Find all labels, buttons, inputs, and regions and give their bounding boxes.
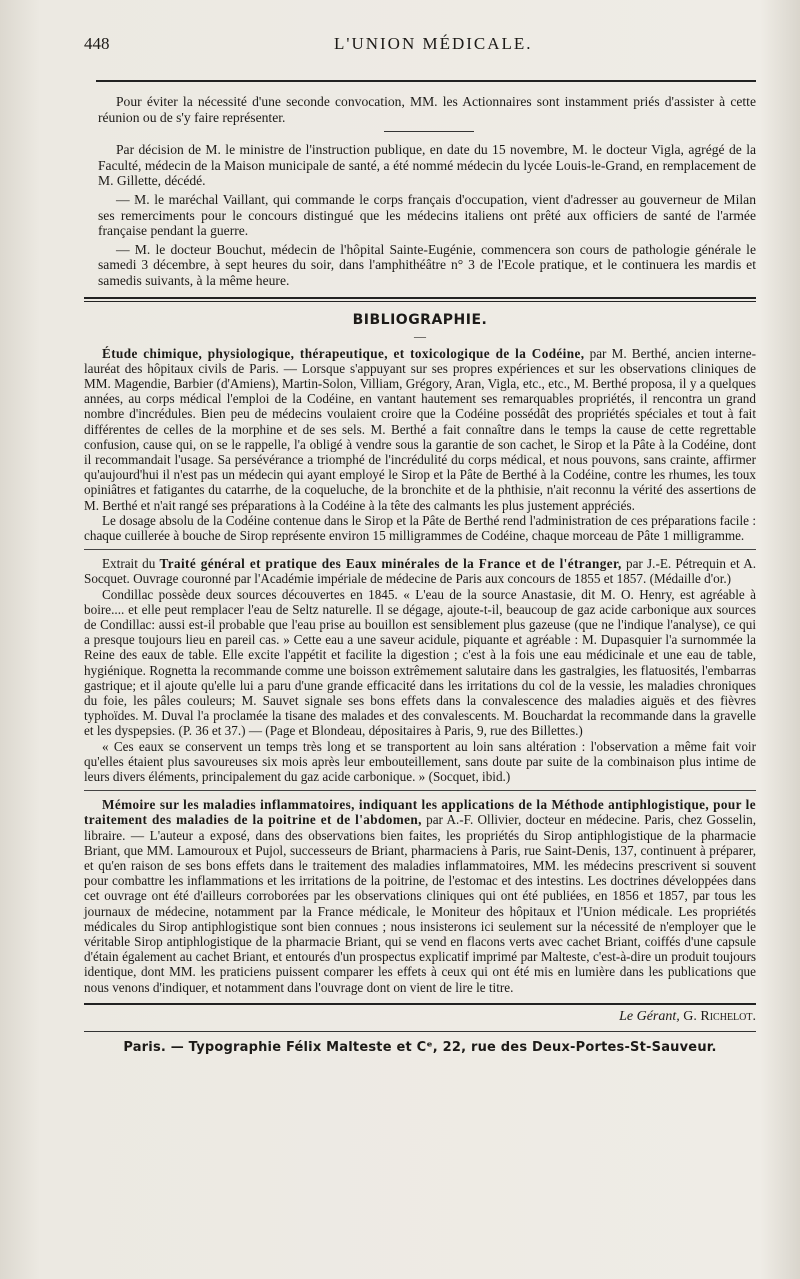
printer-imprint: Paris. — Typographie Félix Malteste et Cᵉ, 22, rue des Deux-Portes-St-Sauveur. <box>123 1039 717 1055</box>
entry-paragraph <box>84 797 756 995</box>
signature <box>84 1009 756 1025</box>
section-rule <box>84 297 756 299</box>
page-header <box>84 34 756 70</box>
signature-label: Le Gérant, <box>619 1008 680 1024</box>
footer-rule <box>84 1031 756 1032</box>
entry-heading: Traité général et pratique des Eaux minérales de la France et de l'étranger, <box>159 556 622 572</box>
entry-paragraph: Condillac possède deux sources découvertes en 1845. « L'eau de la source Anastasie, dit M. O. Henry, est agréable à boire.... et elle peut remplacer l'eau de Seltz naturelle. Il se dégage, ajoute-t-il, beaucoup de gaz acide carbonique aux sources de Condillac: aussi est-il probable que l'eau prise au bouillon est sensiblement plus gazeuse (que ne l'indique l'analyse), ce qui a presque toujours lieu en pareil cas. » Cette eau a une saveur acidule, piquante et agréable : M. Dupasquier l'a surnommée la Reine des eaux de table. Elle excite l'appétit et facilite la digestion ; c'est à la fois une eau médicinale et une eau de table, hygiénique. Rognetta la recommande comme une boisson extrêmement salutaire dans les gastralgies, les flatuosités, l'embarras gastrique; et il ajoute qu'elle lui a paru d'une grande efficacité dans les irritations du col de la vessie, les maladies chroniques du foie, les pâles couleurs; M. Sauvet signale ses bons effets dans la convalescence des maladies aiguës et des fièvres typhoïdes. M. Duval l'a proclamée la tisane des malades et des convalescents. M. Bouchardat la recommande dans la gravelle et les dyspepsies. (P. 36 et 37.) — (Page et Blondeau, dépositaires à Paris, 9, rue des Billettes.) <box>84 586 756 739</box>
bibliography-section <box>84 312 756 995</box>
section-rule <box>84 301 756 302</box>
bibliography-entry <box>84 797 756 995</box>
entry-body: par A.-F. Ollivier, docteur en médecine. Paris, chez Gosselin, libraire. — L'auteur a exposé, dans des observations bien faites, les propriétés du Sirop antiphlogistique de la pharmacie Briant, que MM. Lamouroux et Pujol, successeurs de Briant, pharmaciens à Paris, rue Saint-Denis, 137, continuent à préparer, et qu'en raison de ses bons effets dans le traitement des maladies inflammatoires, MM. les médecins prescrivent si souvent pour combattre les inflammations et les irritations de la poitrine, de l'estomac et des intestins. Les doctrines développées dans cet ouvrage ont été d'ailleurs corroborées par les observations cliniques qui ont été publiées, en 1856 et 1857, par tous les journaux de médecine, notamment par la France médicale, le Moniteur des hôpitaux et l'Union médicale. Les propriétés médicales du Sirop antiphlogistique sont bien connues ; nous insisterons ici seulement sur la nécessité de n'employer que le véritable Sirop antiphlogistique de la pharmacie Briant, qui se vend en flacons verts avec cachet Briant, coiffés d'une capsule d'étain également au cachet Briant, et entourés d'un prospectus explicatif imprimé par Malteste, c'est-à-dire un produit toujours identique, dont MM. les praticiens puissent comparer les effets à ceux qui ont été mis en lumière dans les publications que nous venons d'indiquer, et notamment dans l'ouvrage dont on vient de lire le titre. <box>84 812 757 995</box>
page-number: 448 <box>84 34 110 53</box>
signature-name: G. Richelot. <box>683 1008 756 1024</box>
bibliography-entry <box>84 556 756 784</box>
section-title: BIBLIOGRAPHIE. <box>352 311 488 328</box>
header-rule <box>96 80 756 82</box>
entry-paragraph: Le dosage absolu de la Codéine contenue dans le Sirop et la Pâte de Berthé rend l'administration de ces préparations facile : chaque cuillerée à bouche de Sirop représente environ 15 milligrammes de Codéine, chaque morceau de Pâte 1 milligramme. <box>84 512 756 543</box>
entry-heading: Mémoire sur les maladies inflammatoires, indiquant les applications de la Méthode antiphlogistique, pour le traitement des maladies de la poitrine et de l'abdomen, <box>84 797 756 828</box>
title-dash: — <box>414 328 426 343</box>
bleed-through <box>60 120 760 136</box>
footer-rule <box>84 1003 756 1005</box>
news-item: — M. le docteur Bouchut, médecin de l'hôpital Sainte-Eugénie, commencera son cours de pathologie générale le samedi 3 décembre, à sept heures du soir, dans l'amphithéâtre n° 3 de l'Ecole pratique, et le continuera les mardis et samedis suivants, à la même heure. <box>98 241 756 288</box>
shareholders-notice: Pour éviter la nécessité d'une seconde convocation, MM. les Actionnaires sont instamment priés d'assister à cette réunion ou de s'y faire représenter. <box>98 94 756 125</box>
news-item: — M. le maréchal Vaillant, qui commande le corps français d'occupation, vient d'adresser au gouverneur de Milan ses remerciments pour le concours distingué que les médecins italiens ont prêté aux officiers de santé de l'armée française pendant la guerre. <box>98 191 756 239</box>
entry-paragraph <box>84 556 756 586</box>
entry-heading: Étude chimique, physiologique, thérapeutique, et toxicologique de la Codéine, <box>102 345 585 361</box>
news-item: Par décision de M. le ministre de l'instruction publique, en date du 15 novembre, M. le docteur Vigla, agrégé de la Faculté, médecin de la Maison municipale de santé, a été nommé médecin du lycée Louis-le-Grand, en remplacement de M. Gillette, décédé. <box>98 142 756 189</box>
entry-body: par M. Berthé, ancien interne-lauréat des hôpitaux civils de Paris. — Lorsque s'appuyant sur ses propres expériences et sur les observations cliniques de MM. Magendie, Barbier (d'Amiens), Martin-Solon, Villiam, Grégory, Aran, Vigla, etc., etc., M. Berthé proposa, il y a quelques années, au corps médical l'emploi de la Codéine, en vantant hautement ses remarquables propriétés, il rencontra un grand nombre d'incrédules. Bien peu de médecins voulaient croire que la Codéine possédât des propriétés spéciales et tout à fait différentes de celles de la morphine et de ses sels. M. Berthé a fait connaître dans le temps la cause de cette regrettable confusion, cause qui, on se le rappelle, l'a obligé à vendre sous la garantie de son cachet, le Sirop et la Pâte à la Codéine, dont il recommandait l'usage. Sa persévérance a triomphé de l'incrédulité du corps médical, et nous pouvons, sans crainte, affirmer qu'aujourd'hui il n'est pas un médecin qui ayant employé le Sirop et la Pâte de Berthé à la Codéine, contre les rhumes, les toux opiniâtres et fatigantes du catarrhe, de la coqueluche, de la bronchite et de la phthisie, n'ait reconnu la vérité des assertions de M. Berthé et n'ait rangé ses préparations à la Codéine à la tête des calmants les plus justement appréciés. <box>84 345 756 513</box>
running-head: L'UNION MÉDICALE. <box>334 34 533 53</box>
news-section <box>84 142 756 288</box>
entry-rule <box>84 549 756 550</box>
entry-heading-prefix: Extrait du <box>102 556 160 572</box>
entry-body: par J.-E. Pétrequin et A. Socquet. Ouvrage couronné par l'Académie impériale de médecine de Paris aux concours de 1855 et 1857. (Médaille d'or.) <box>84 556 757 587</box>
bibliography-entry <box>84 346 756 544</box>
entry-rule <box>84 790 756 791</box>
entry-paragraph: « Ces eaux se conservent un temps très long et se transportent au loin sans altération : l'observation a même fait voir qu'elles étaient plus savoureuses six mois après leur embouteillement, sans doute par suite de la combinaison plus intime de leurs divers éléments, principalement du gaz acide carbonique. » (Socquet, ibid.) <box>84 738 756 785</box>
entry-paragraph <box>84 346 756 513</box>
